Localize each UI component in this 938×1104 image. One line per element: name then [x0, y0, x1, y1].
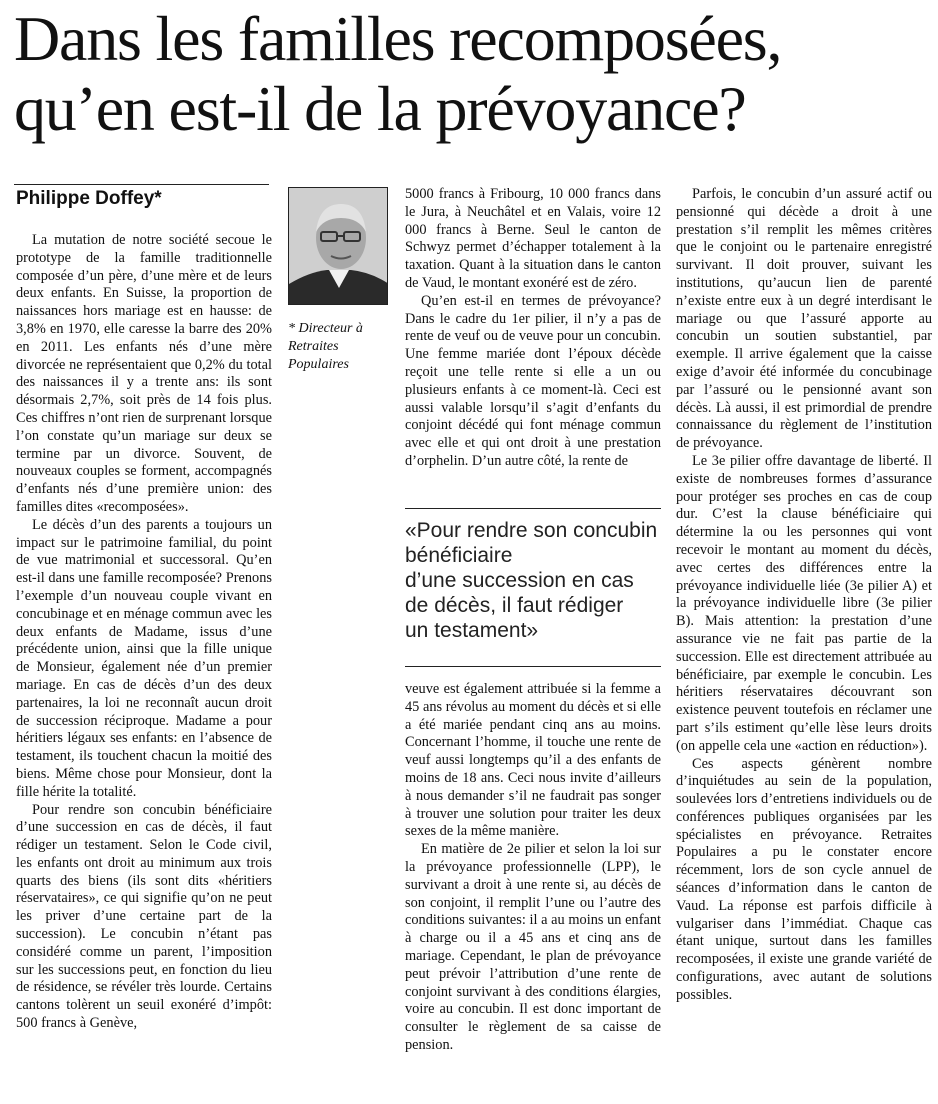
article-column-3-top	[405, 186, 661, 471]
headline-line-2: qu’en est-il de la prévoyance?	[14, 73, 746, 144]
paragraph: Ces aspects génèrent nombre d’inquiétudes au sein de la population, soulevées lors d’entretiens individuels ou de conférences publiques organisées par les spécialistes en prévoyance. Retraites Populaires a pu le constater encore récemment, lors de son cycle annuel de séances d’information dans le canton de Vaud. La réponse est parfois difficile à vulgariser dans l’immédiat. Chaque cas étant unique, surtout dans les familles recomposées, il existe une grande variété de configurations, avec autant de solutions possibles.	[676, 755, 932, 1003]
pullquote-line: «Pour rendre son concubin	[405, 519, 658, 542]
paragraph: Parfois, le concubin d’un assuré actif ou pensionné qui décède a droit à une prestation s’il remplit les mêmes critères que le conjoint ou le partenaire enregistré survivant. Il doit prouver, suivant les institutions, qu’aucun lien de parenté n’existe entre eux à un degré interdisant le mariage ou que l’assuré apporte au concubin un soutien substantiel, par exemple. Il arrive également que la caisse exige d’avoir été informée du concubinage par l’assuré ou le pensionné avant son décès. Là aussi, il est primordial de prendre connaissance du règlement de l’institution de prévoyance.	[676, 186, 932, 452]
article-column-4	[676, 186, 932, 1005]
author-photo	[288, 187, 388, 305]
pullquote-rule-top	[405, 508, 661, 509]
byline-rule	[14, 184, 269, 185]
paragraph: Le 3e pilier offre davantage de liberté. Il existe de nombreuses formes d’assurance pour protéger ses proches en cas de coup dur. C’est la clause bénéficiaire qui détermine la ou les personnes qui vont recevoir le montant au moment du décès, avec certes des différences entre la prévoyance individuelle liée (3e pilier A) et la prévoyance individuelle libre (3e pilier B). Mais attention: la prestation d’une assurance vie ne fait pas partie de la succession. Elle est directement attribuée au bénéficiaire, par exemple le concubin. Les héritiers réservataires découvrant son existence peuvent toutefois en réclamer une part s’ils estiment qu’elle lèse leurs droits (on appelle cela une «action en réduction»).	[676, 452, 932, 754]
paragraph: La mutation de notre société secoue le prototype de la famille traditionnelle composée d’un père, d’une mère et de leurs deux enfants. En Suisse, la proportion de naissances hors mariage est en hausse: de 3,8% en 1970, elle caresse la barre des 20% en 2011. Les enfants nés d’une mère divorcée ne représentaient que 0,2% du total des naissances il y a trente ans: ils sont désormais 2,7%, soit près de 14 fois plus. Ces chiffres n’ont rien de surprenant lorsque l’on constate qu’un mariage sur deux se termine par un divorce. Souvent, de nouveaux couples se forment, accompagnés d’enfants nés d’une première union: des familles dites «recomposées».	[16, 232, 272, 515]
pullquote-rule-bottom	[405, 666, 661, 667]
headline-line-1: Dans les familles recomposées,	[14, 3, 782, 74]
paragraph: Le décès d’un des parents a toujours un impact sur le patrimoine familial, du point de vue matrimonial et successoral. Qu’en est-il dans une famille recomposée? Prenons l’exemple d’un nouveau couple vivant en concubinage et en ménage commun avec les deux enfants de Madame, issus d’une précédente union, ainsi que la fille unique de Monsieur, également née d’un premier mariage. En cas de décès d’un des deux partenaires, la loi ne reconnaît aucun droit de succession réciproque. Madame a pour héritiers légaux ses enfants: en l’absence de testament, ils touchent chacun la moitié des biens. Même chose pour Monsieur, dont la fille hérite la totalité.	[16, 516, 272, 800]
headline	[14, 4, 924, 144]
paragraph: 5000 francs à Fribourg, 10 000 francs dans le Jura, à Neuchâtel et en Valais, voire 12 000 francs à Berne. Seul le canton de Schwyz permet d’échapper totalement à la taxation. Quant à la situation dans le canton de Vaud, le montant exonéré est de zéro.	[405, 186, 661, 291]
article-column-1	[16, 232, 272, 1033]
paragraph: Qu’en est-il en termes de prévoyance? Dans le cadre du 1er pilier, il n’y a pas de rente de veuf ou de veuve pour un concubin. Une femme mariée dont l’époux décède reçoit une telle rente si elle a un ou plusieurs enfants à ce moment-là. Ceci est aussi valable lorsqu’il s’agit d’enfants du conjoint décédé qui font ménage commun avec elle et qui ont droit à une prestation d’orphelin. D’un autre côté, la rente de	[405, 292, 661, 469]
author-byline: Philippe Doffey*	[16, 188, 162, 209]
paragraph: Pour rendre son concubin bénéficiaire d’une succession en cas de décès, il faut rédiger un testament. Selon le Code civil, les enfants ont droit au minimum aux trois quarts des biens (ils sont dits «héritiers réservataires», ce qui signifie qu’on ne peut les priver d’une certaine part de la succession). Le concubin n’étant pas considéré comme un parent, l’imposition sur les successions peut, en fonction du lieu de résidence, se révéler très lourde. Certains cantons tolèrent un seuil exonéré d’impôt: 500 francs à Genève,	[16, 801, 272, 1032]
pullquote-line: bénéficiaire	[405, 544, 513, 567]
article-column-3-bottom	[405, 681, 661, 1055]
paragraph: En matière de 2e pilier et selon la loi sur la prévoyance professionnelle (LPP), le survivant a droit à une rente si, au décès de son conjoint, il remplit l’une ou l’autre des conditions suivantes: il a au moins un enfant à charge ou il a 45 ans et cinq ans de mariage. Cependant, le plan de prévoyance peut prévoir l’attribution d’une rente de conjoint survivant à des conditions élargies, voire au concubin. Il est donc important de consulter le règlement de sa caisse de pension.	[405, 841, 661, 1053]
author-portrait-icon	[289, 188, 388, 305]
pullquote-line: de décès, il faut rédiger	[405, 594, 624, 617]
paragraph: veuve est également attribuée si la femme a 45 ans révolus au moment du décès et si elle a été mariée pendant cinq ans au moins. Concernant l’homme, il touche une rente de veuf aussi longtemps qu’il a des enfants de moins de 18 ans. Ceci nous invite d’ailleurs à nous demander s’il ne faudrait pas songer à trouver une solution pour traiter les deux sexes de la même manière.	[405, 681, 661, 840]
pullquote-line: un testament»	[405, 619, 539, 642]
pullquote	[405, 518, 661, 643]
photo-caption: * Directeur à Retraites Populaires	[288, 321, 363, 372]
pullquote-line: d’une succession en cas	[405, 569, 634, 592]
